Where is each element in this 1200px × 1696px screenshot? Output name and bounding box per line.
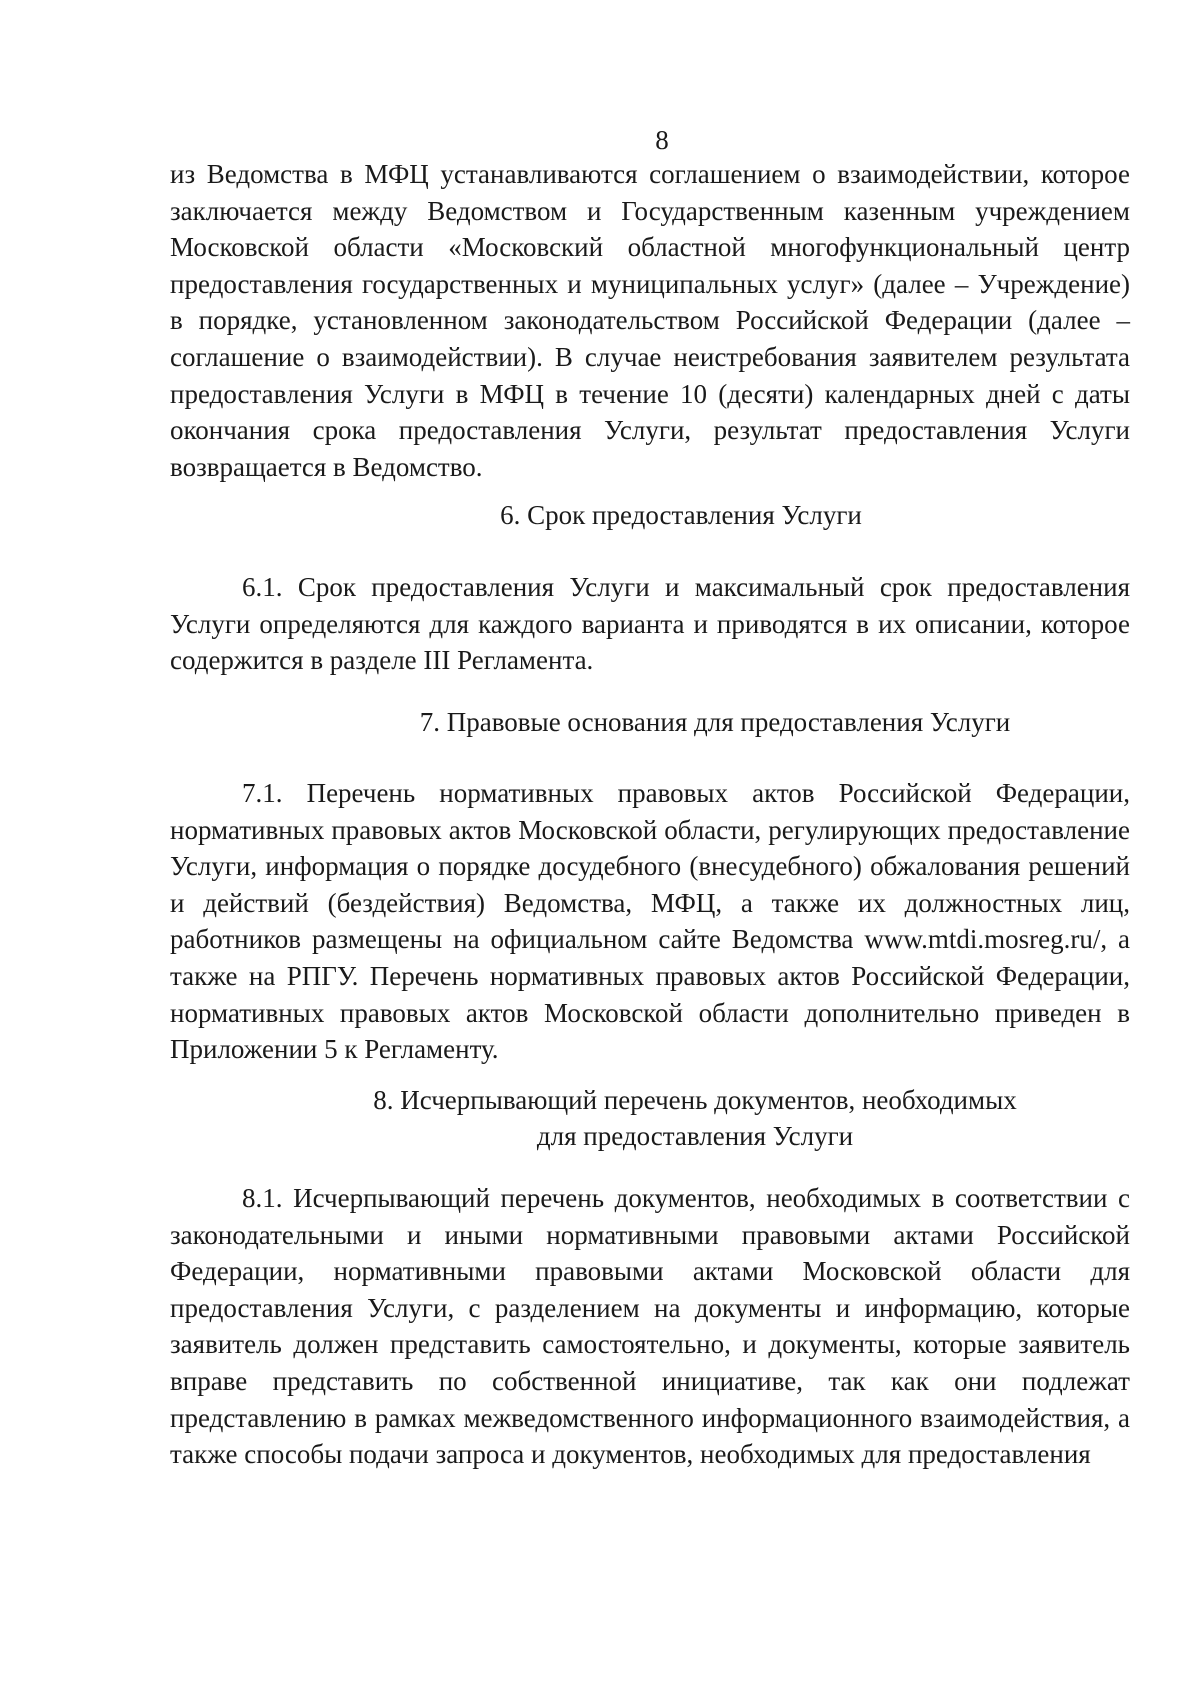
section-8-heading-line-2: для предоставления Услуги [536,1121,854,1151]
section-6-heading: 6. Срок предоставления Услуги [500,500,862,530]
section-7-heading: 7. Правовые основания для предоставления Услуги [419,707,1011,737]
section-6-paragraph-1: 6.1. Срок предоставления Услуги и максимальный срок предоставления Услуги определяются для каждого варианта и приводятся в их описании, которое содержится в разделе III Регламента. [170,572,1130,676]
section-8-heading [170,1082,1130,1154]
section-7-paragraph-1: 7.1. Перечень нормативных правовых актов Российской Федерации, нормативных правовых актов Московской области, регулирующих предоставление Услуги, информация о порядке досудебного (внесудебного) обжалования решений и действий (бездействия) Ведомства, МФЦ, а также их должностных лиц, работников размещены на официальном сайте Ведомства www.mtdi.mosreg.ru/, а также на РПГУ. Перечень нормативных правовых актов Российской Федерации, нормативных правовых актов Московской области дополнительно приведен в Приложении 5 к Регламенту. [170,778,1130,1065]
page-number: 8 [655,125,669,155]
section-8-heading-line-1: 8. Исчерпывающий перечень документов, необходимых [373,1085,1017,1115]
section-8-paragraph-1: 8.1. Исчерпывающий перечень документов, необходимых в соответствии с законодательными и иными нормативными правовыми актами Российской Федерации, нормативными правовыми актами Московской области для предоставления Услуги, с разделением на документы и информацию, которые заявитель должен представить самостоятельно, и документы, которые заявитель вправе представить по собственной инициативе, так как они подлежат представлению в рамках межведомственного информационного взаимодействия, а также способы подачи запроса и документов, необходимых для предоставления [170,1183,1130,1470]
continuation-paragraph: из Ведомства в МФЦ устанавливаются соглашением о взаимодействии, которое заключается между Ведомством и Государственным казенным учреждением Московской области «Московский областной многофункциональный центр предоставления государственных и муниципальных услуг» (далее – Учреждение) в порядке, установленном законодательством Российской Федерации (далее – соглашение о взаимодействии). В случае неистребования заявителем результата предоставления Услуги в МФЦ в течение 10 (десяти) календарных дней с даты окончания срока предоставления Услуги, результат предоставления Услуги возвращается в Ведомство. [170,159,1130,482]
